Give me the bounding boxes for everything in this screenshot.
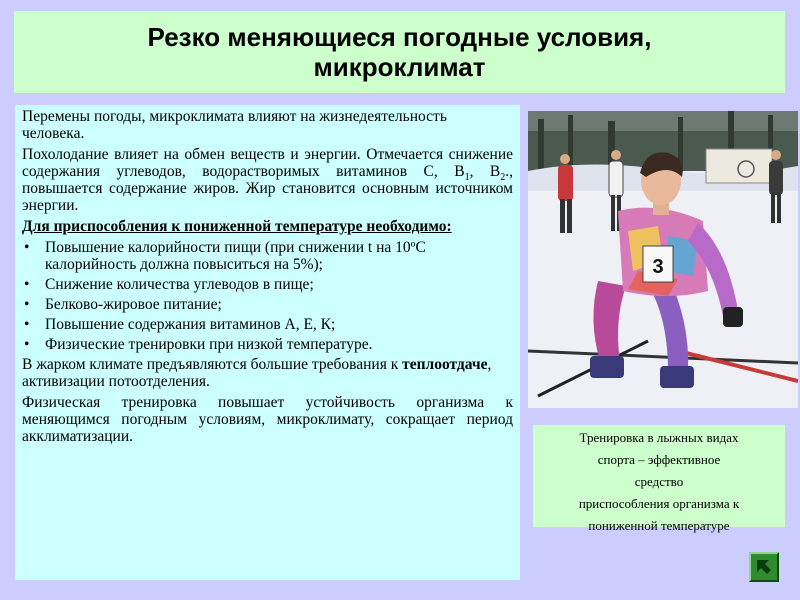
caption-line-2: спорта – эффективное (597, 452, 721, 467)
title-line-1: Резко меняющиеся погодные условия, (147, 22, 652, 52)
paragraph-hot-climate (22, 356, 513, 390)
bullet-icon: • (24, 276, 30, 293)
caption-box (533, 425, 785, 533)
arrow-up-left-icon (751, 554, 777, 580)
adaptation-heading: Для приспособления к пониженной температуре необходимо: (22, 218, 452, 235)
list-item (22, 239, 513, 273)
list-item (22, 336, 513, 353)
skier-illustration (528, 111, 798, 408)
return-button[interactable] (749, 552, 779, 582)
heat-transfer-term: теплоотдаче (402, 356, 488, 373)
subscript-2: 2 (500, 172, 506, 184)
bullet-icon: • (24, 316, 30, 333)
cooling-text-2: , В (469, 163, 501, 180)
hot-climate-text-1: В жарком климате предъявляются большие требования к (22, 356, 403, 373)
list-item-text: Повышение содержания витаминов А, Е, К; (45, 316, 336, 333)
subscript-1: 1 (464, 172, 470, 184)
list-item (22, 296, 513, 313)
caption-line-3: средство (634, 474, 684, 489)
content-box (15, 105, 520, 580)
cooling-text-1: Похолодание влияет на обмен веществ и энергии. Отмечается снижение содержания углеводов, водорастворимых витаминов С, В (22, 146, 513, 180)
bullet-icon: • (24, 296, 30, 313)
list-item-text: Физические тренировки при низкой температуре. (45, 336, 373, 353)
list-item (22, 276, 513, 293)
hot-climate-text-2: , активизации потоотделения. (22, 356, 492, 390)
bullet-icon: • (24, 239, 30, 256)
caption-line-5: пониженной температуре (588, 518, 730, 533)
caption-line-1: Тренировка в лыжных видах (579, 430, 739, 445)
paragraph-weather-changes: Перемены погоды, микроклимата влияют на жизнедеятельность человека. (22, 108, 447, 142)
paragraph-cooling (22, 146, 513, 214)
list-item-text: Снижение количества углеводов в пище; (45, 276, 314, 293)
paragraph-training: Физическая тренировка повышает устойчивость организма к меняющимся погодным условиям, микроклимату, сокращает период акклиматизации. (22, 394, 513, 445)
adaptation-list (22, 239, 513, 353)
title-line-2: микроклимат (313, 52, 486, 82)
bib-number: 3 (652, 256, 664, 278)
cooling-text-3: ., повышается содержание жиров. Жир становится основным источником энергии. (22, 163, 513, 214)
title-box (14, 11, 785, 93)
bullet-icon: • (24, 336, 30, 353)
list-item-text: Белково-жировое питание; (45, 296, 222, 313)
skier-photo (528, 111, 798, 408)
slide-title (148, 22, 652, 82)
caption-line-4: приспособления организма к (578, 496, 740, 511)
list-item (22, 316, 513, 333)
list-item-text: Повышение калорийности пищи (при снижении t на 10ºС калорийность должна повыситься на 5%); (45, 239, 426, 273)
